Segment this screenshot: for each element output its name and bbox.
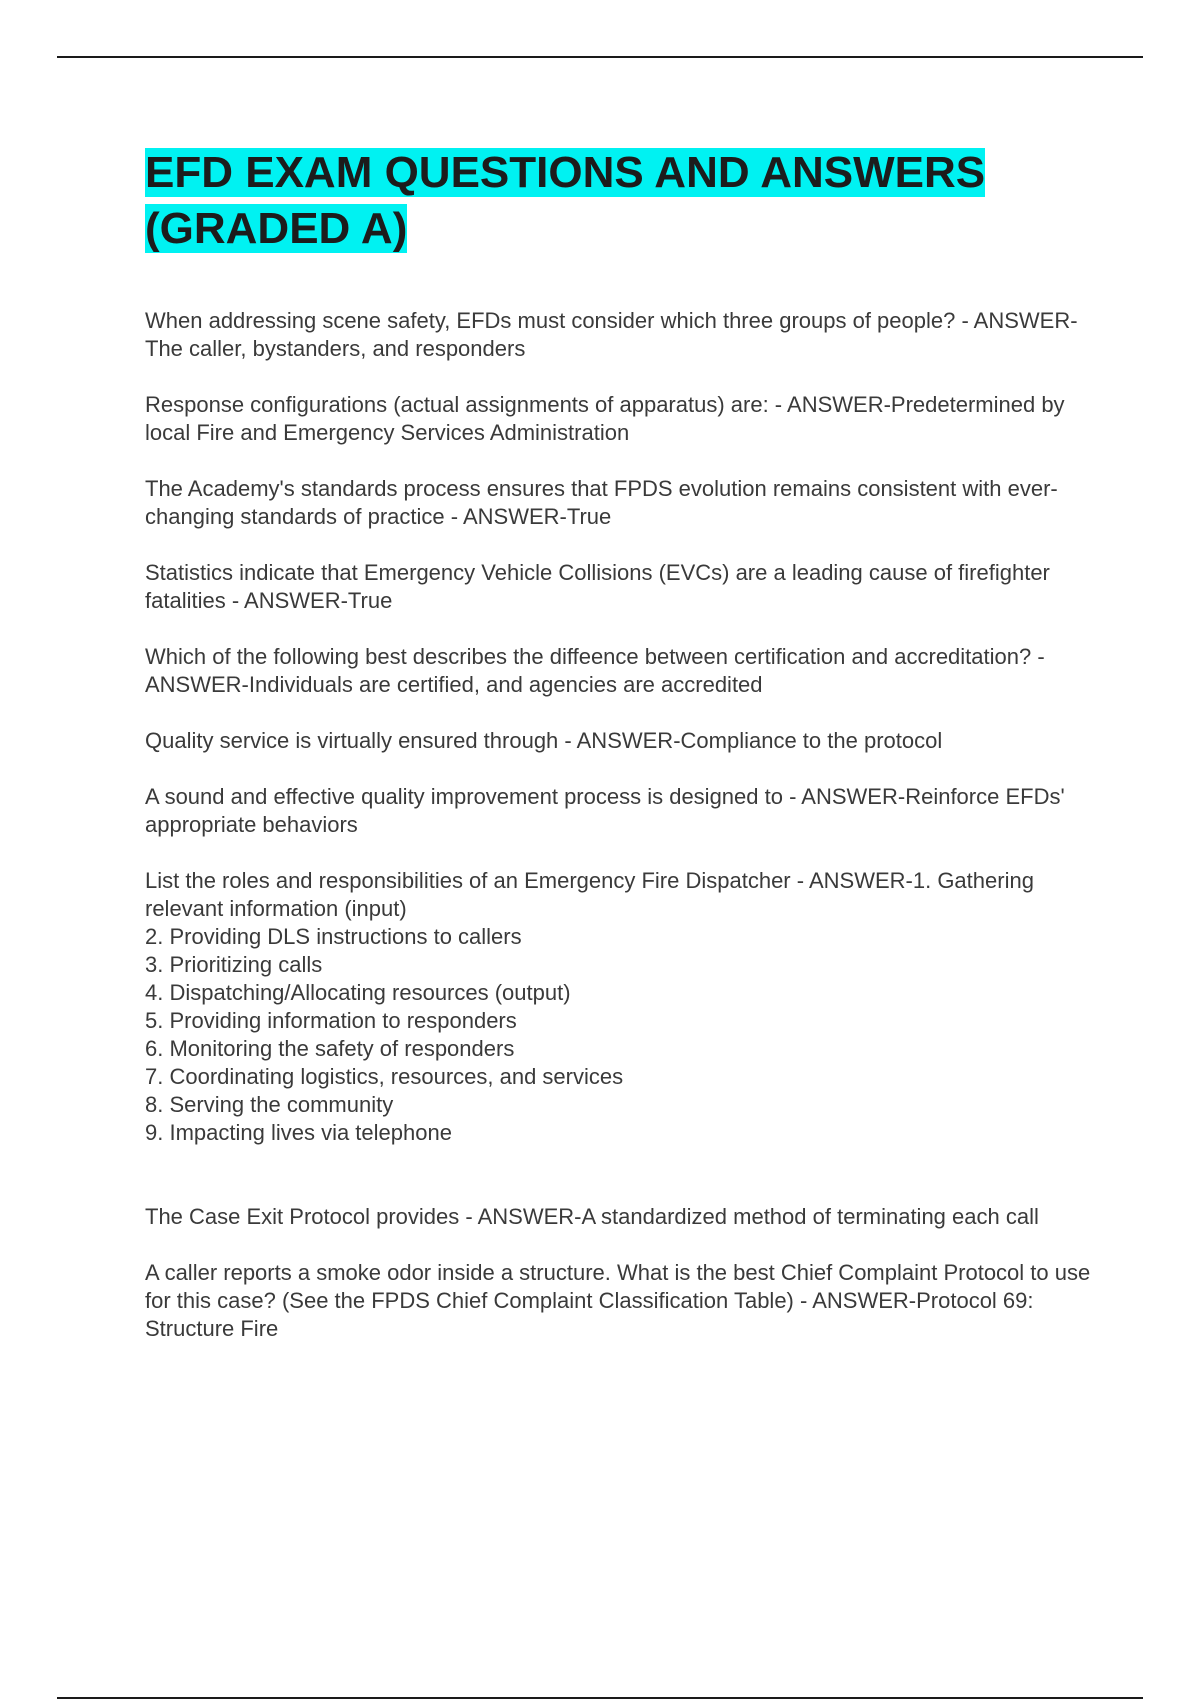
bottom-rule — [57, 1697, 1143, 1699]
qa-item: Which of the following best describes the diffeence between certification and accreditation? - ANSWER-Individuals are certified, and agencies are accredited — [145, 644, 1050, 697]
qa-item: Quality service is virtually ensured through - ANSWER-Compliance to the protocol — [145, 728, 943, 753]
qa-item: Response configurations (actual assignments of apparatus) are: - ANSWER-Predetermined by local Fire and Emergency Services Administration — [145, 392, 1071, 445]
document-title — [145, 145, 1095, 257]
qa-item: A caller reports a smoke odor inside a structure. What is the best Chief Complaint Protocol to use for this case? (See the FPDS Chief Complaint Classification Table) - ANSWER-Protocol 69: Structure Fire — [145, 1260, 1097, 1341]
qa-item: The Academy's standards process ensures that FPDS evolution remains consistent with ever-changing standards of practice - ANSWER-True — [145, 476, 1058, 529]
qa-item: Statistics indicate that Emergency Vehicle Collisions (EVCs) are a leading cause of firefighter fatalities - ANSWER-True — [145, 560, 1057, 613]
qa-item: The Case Exit Protocol provides - ANSWER-A standardized method of terminating each call — [145, 1204, 1039, 1229]
qa-item: A sound and effective quality improvement process is designed to - ANSWER-Reinforce EFDs' appropriate behaviors — [145, 784, 1071, 837]
document-body — [145, 145, 1095, 1371]
qa-item: List the roles and responsibilities of an Emergency Fire Dispatcher - ANSWER-1. Gathering relevant information (input) 2. Providing DLS instructions to callers 3. Prioritizing calls 4. Dispatching/Allocating resources (output) 5. Providing information to responders 6. Monitoring the safety of responders 7. Coordinating logistics, resources, and services 8. Serving the community 9. Impacting lives via telephone — [145, 868, 1034, 1145]
qa-item: When addressing scene safety, EFDs must consider which three groups of people? - ANSWER-The caller, bystanders, and responders — [145, 308, 1078, 361]
top-rule — [57, 56, 1143, 58]
title-highlight: EFD EXAM QUESTIONS AND ANSWERS (GRADED A) — [145, 148, 986, 253]
qa-list — [145, 307, 1095, 1343]
